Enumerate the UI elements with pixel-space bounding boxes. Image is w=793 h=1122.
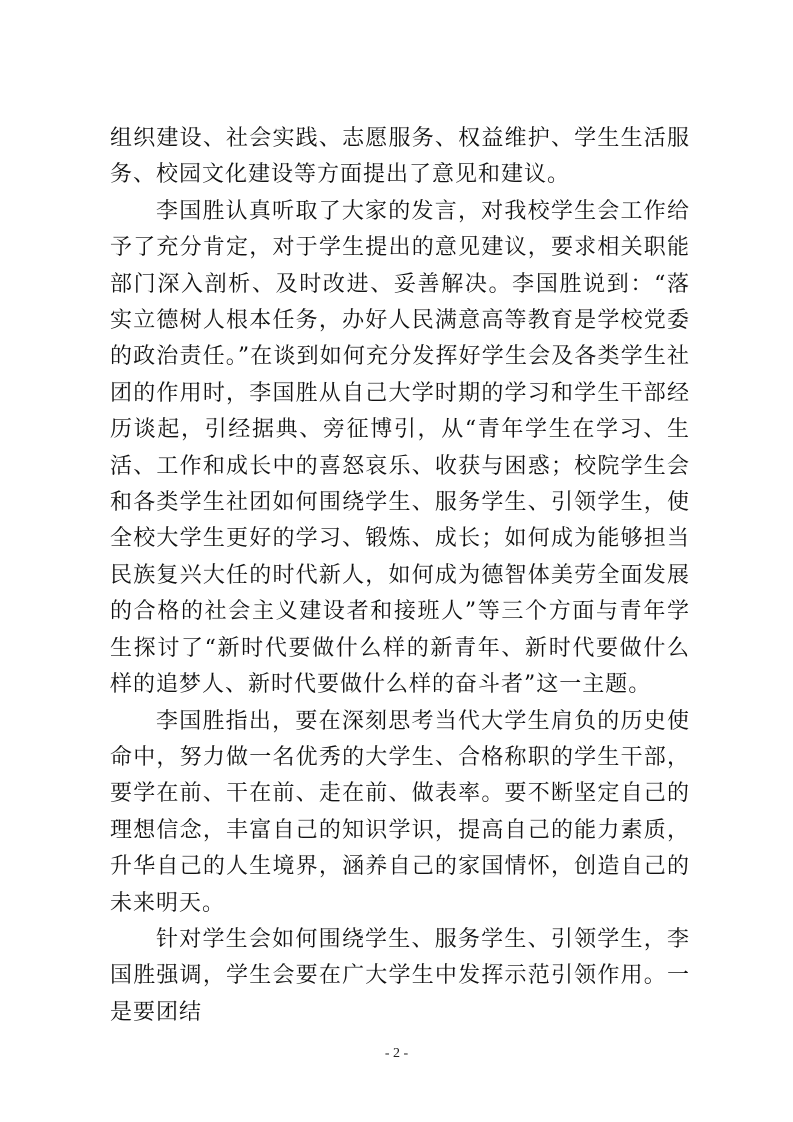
paragraph-listening-remarks: 李国胜认真听取了大家的发言，对我校学生会工作给予了充分肯定，对于学生提出的意见建议，要求相关职能部门深入剖析、及时改进、妥善解决。李国胜说到：“落实立德树人根本任务，办好人民满意高等教育是学校党委的政治责任。”在谈到如何充分发挥好学生会及各类学生社团的作用时，李国胜从自己大学时期的学习和学生干部经历谈起，引经据典、旁征博引，从“青年学生在学习、生活、工作和成长中的喜怒哀乐、收获与困惑；校院学生会和各类学生社团如何围绕学生、服务学生、引领学生，使全校大学生更好的学习、锻炼、成长；如何成为能够担当民族复兴大任的时代新人，如何成为德智体美劳全面发展的合格的社会主义建设者和接班人”等三个方面与青年学生探讨了“新时代要做什么样的新青年、新时代要做什么样的追梦人、新时代要做什么样的奋斗者”这一主题。	[110, 198, 690, 698]
paragraph-emphasized: 针对学生会如何围绕学生、服务学生、引领学生，李国胜强调，学生会要在广大学生中发挥示范引领作用。一是要团结	[110, 926, 690, 1025]
page-number: - 2 -	[384, 1046, 409, 1061]
body-text	[110, 121, 690, 1031]
paragraph-pointed-out: 李国胜指出，要在深刻思考当代大学生肩负的历史使命中，努力做一名优秀的大学生、合格称职的学生干部，要学在前、干在前、走在前、做表率。要不断坚定自己的理想信念，丰富自己的知识学识，提高自己的能力素质，升华自己的人生境界，涵养自己的家国情怀，创造自己的未来明天。	[110, 708, 690, 916]
paragraph-continuation: 组织建设、社会实践、志愿服务、权益维护、学生生活服务、校园文化建设等方面提出了意见和建议。	[110, 126, 690, 188]
